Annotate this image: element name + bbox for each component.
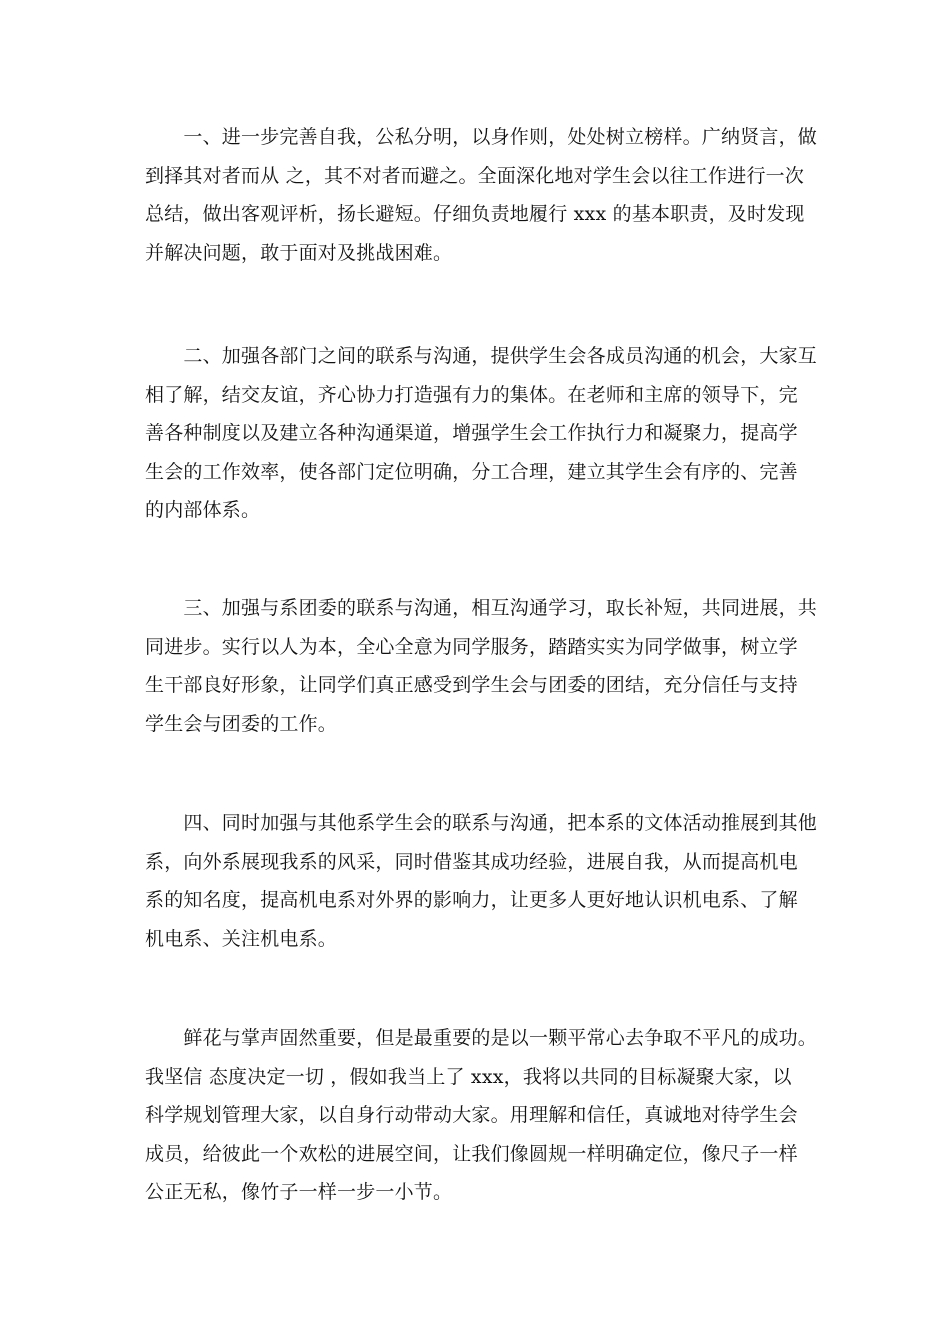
paragraph-line: 善各种制度以及建立各种沟通渠道，增强学生会工作执行力和凝聚力，提高学 — [145, 422, 798, 444]
paragraph-line: 系，向外系展现我系的风采，同时借鉴其成功经验，进展自我，从而提高机电 — [145, 850, 798, 873]
paragraph-line: 机电系、关注机电系。 — [145, 927, 338, 950]
paragraph-line: 同进步。实行以人为本，全心全意为同学服务，踏踏实实为同学做事，树立学 — [145, 635, 798, 658]
paragraph-line: 四、同时加强与其他系学生会的联系与沟通，把本系的文体活动推展到其他 — [145, 812, 818, 834]
paragraph-5 — [145, 1019, 818, 1212]
paragraph-line: 到择其对者而从 之，其不对者而避之。全面深化地对学生会以往工作进行一次 — [145, 164, 805, 187]
paragraph-line: 学生会与团委的工作。 — [145, 712, 338, 735]
paragraph-line: 相了解，结交友谊，齐心协力打造强有力的集体。在老师和主席的领导下，完 — [145, 383, 798, 406]
paragraph-line: 总结，做出客观评析，扬长避短。仔细负责地履行 xxx 的基本职责，及时发现 — [145, 203, 805, 225]
paragraph-line: 科学规划管理大家，以自身行动带动大家。用理解和信任，真诚地对待学生会 — [145, 1104, 798, 1126]
paragraph-line: 的内部体系。 — [145, 499, 261, 521]
paragraph-line: 并解决问题，敢于面对及挑战困难。 — [145, 241, 453, 264]
paragraph-line: 二、加强各部门之间的联系与沟通，提供学生会各成员沟通的机会，大家互 — [145, 345, 818, 367]
paragraph-2 — [145, 337, 818, 530]
paragraph-line: 成员，给彼此一个欢松的进展空间，让我们像圆规一样明确定位，像尺子一样 — [145, 1142, 798, 1165]
paragraph-1 — [145, 118, 818, 272]
paragraph-line: 三、加强与系团委的联系与沟通，相互沟通学习，取长补短，共同进展，共 — [145, 597, 818, 619]
paragraph-line: 生会的工作效率，使各部门定位明确，分工合理，建立其学生会有序的、完善 — [145, 460, 798, 483]
paragraph-line: 公正无私，像竹子一样一步一小节。 — [145, 1181, 453, 1203]
paragraph-line: 生干部良好形象，让同学们真正感受到学生会与团委的团结，充分信任与支持 — [145, 674, 798, 696]
paragraph-line: 我坚信 态度决定一切 ，假如我当上了 xxx，我将以共同的目标凝聚大家，以 — [145, 1065, 792, 1088]
paragraph-4 — [145, 804, 818, 958]
paragraph-line: 一、进一步完善自我，公私分明，以身作则，处处树立榜样。广纳贤言，做 — [145, 126, 818, 148]
paragraph-3 — [145, 589, 818, 743]
paragraph-line: 系的知名度，提高机电系对外界的影响力，让更多人更好地认识机电系、了解 — [145, 889, 798, 911]
paragraph-line: 鲜花与掌声固然重要，但是最重要的是以一颗平常心去争取不平凡的成功。 — [145, 1027, 818, 1049]
